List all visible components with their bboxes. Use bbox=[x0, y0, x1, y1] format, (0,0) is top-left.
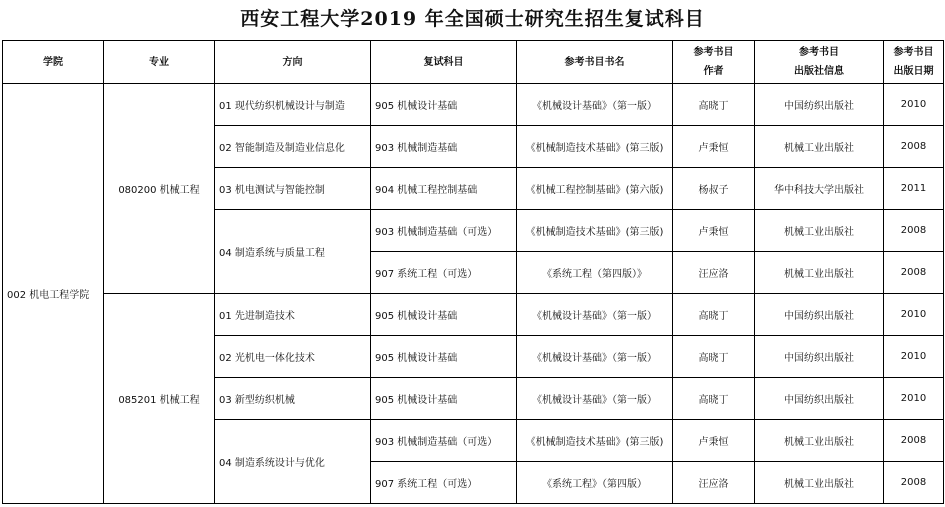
publisher-cell: 机械工业出版社 bbox=[755, 420, 884, 462]
subject-cell: 903 机械制造基础（可选） bbox=[371, 420, 517, 462]
year-cell: 2008 bbox=[884, 462, 944, 504]
direction-cell: 02 智能制造及制造业信息化 bbox=[215, 126, 371, 168]
year-cell: 2008 bbox=[884, 420, 944, 462]
header-publisher-line1: 参考书目 bbox=[799, 47, 839, 58]
header-author bbox=[673, 41, 755, 84]
header-subject: 复试科目 bbox=[371, 41, 517, 84]
book-cell: 《机械设计基础》（第一版） bbox=[517, 378, 673, 420]
subject-cell: 907 系统工程（可选） bbox=[371, 462, 517, 504]
book-cell: 《机械工程控制基础》(第六版) bbox=[517, 168, 673, 210]
author-cell: 汪应洛 bbox=[673, 462, 755, 504]
publisher-cell: 机械工业出版社 bbox=[755, 462, 884, 504]
book-cell: 《机械设计基础》（第一版） bbox=[517, 84, 673, 126]
year-cell: 2008 bbox=[884, 210, 944, 252]
author-cell: 汪应洛 bbox=[673, 252, 755, 294]
direction-cell: 04 制造系统与质量工程 bbox=[215, 210, 371, 294]
header-direction: 方向 bbox=[215, 41, 371, 84]
publisher-cell: 中国纺织出版社 bbox=[755, 336, 884, 378]
book-cell: 《机械制造技术基础》(第三版) bbox=[517, 126, 673, 168]
major-cell: 080200 机械工程 bbox=[104, 84, 215, 294]
subject-cell: 907 系统工程（可选） bbox=[371, 252, 517, 294]
header-publisher-line2: 出版社信息 bbox=[794, 66, 844, 77]
header-date-line2: 出版日期 bbox=[893, 66, 934, 77]
author-cell: 卢秉恒 bbox=[673, 420, 755, 462]
book-cell: 《系统工程（第四版）》 bbox=[517, 252, 673, 294]
author-cell: 高晓丁 bbox=[673, 294, 755, 336]
year-cell: 2010 bbox=[884, 378, 944, 420]
author-cell: 高晓丁 bbox=[673, 378, 755, 420]
header-college: 学院 bbox=[3, 41, 104, 84]
direction-cell: 01 先进制造技术 bbox=[215, 294, 371, 336]
subject-cell: 905 机械设计基础 bbox=[371, 294, 517, 336]
book-cell: 《系统工程》（第四版） bbox=[517, 462, 673, 504]
exam-subjects-table bbox=[2, 40, 944, 504]
book-cell: 《机械设计基础》（第一版） bbox=[517, 336, 673, 378]
direction-cell: 02 光机电一体化技术 bbox=[215, 336, 371, 378]
subject-cell: 903 机械制造基础（可选） bbox=[371, 210, 517, 252]
publisher-cell: 机械工业出版社 bbox=[755, 126, 884, 168]
direction-cell: 03 机电测试与智能控制 bbox=[215, 168, 371, 210]
book-cell: 《机械制造技术基础》(第三版) bbox=[517, 420, 673, 462]
table-row bbox=[3, 84, 944, 126]
major-cell: 085201 机械工程 bbox=[104, 294, 215, 504]
year-cell: 2011 bbox=[884, 168, 944, 210]
subject-cell: 905 机械设计基础 bbox=[371, 336, 517, 378]
header-author-line2: 作者 bbox=[703, 66, 724, 77]
header-date bbox=[884, 41, 944, 84]
author-cell: 高晓丁 bbox=[673, 84, 755, 126]
year-cell: 2008 bbox=[884, 252, 944, 294]
publisher-cell: 华中科技大学出版社 bbox=[755, 168, 884, 210]
publisher-cell: 中国纺织出版社 bbox=[755, 378, 884, 420]
header-book: 参考书目书名 bbox=[517, 41, 673, 84]
header-major: 专业 bbox=[104, 41, 215, 84]
publisher-cell: 机械工业出版社 bbox=[755, 252, 884, 294]
year-cell: 2010 bbox=[884, 294, 944, 336]
header-author-line1: 参考书目 bbox=[693, 47, 734, 58]
author-cell: 杨叔子 bbox=[673, 168, 755, 210]
author-cell: 卢秉恒 bbox=[673, 126, 755, 168]
page-title: 西安工程大学2019 年全国硕士研究生招生复试科目 bbox=[240, 8, 705, 30]
subject-cell: 905 机械设计基础 bbox=[371, 378, 517, 420]
header-publisher bbox=[755, 41, 884, 84]
book-cell: 《机械制造技术基础》(第三版) bbox=[517, 210, 673, 252]
book-cell: 《机械设计基础》（第一版） bbox=[517, 294, 673, 336]
author-cell: 高晓丁 bbox=[673, 336, 755, 378]
year-cell: 2010 bbox=[884, 336, 944, 378]
subject-cell: 904 机械工程控制基础 bbox=[371, 168, 517, 210]
direction-cell: 03 新型纺织机械 bbox=[215, 378, 371, 420]
publisher-cell: 中国纺织出版社 bbox=[755, 84, 884, 126]
year-cell: 2010 bbox=[884, 84, 944, 126]
table-row bbox=[3, 294, 944, 336]
header-row bbox=[3, 41, 944, 84]
college-cell: 002 机电工程学院 bbox=[3, 84, 104, 504]
publisher-cell: 中国纺织出版社 bbox=[755, 294, 884, 336]
subject-cell: 903 机械制造基础 bbox=[371, 126, 517, 168]
author-cell: 卢秉恒 bbox=[673, 210, 755, 252]
direction-cell: 04 制造系统设计与优化 bbox=[215, 420, 371, 504]
subject-cell: 905 机械设计基础 bbox=[371, 84, 517, 126]
direction-cell: 01 现代纺织机械设计与制造 bbox=[215, 84, 371, 126]
publisher-cell: 机械工业出版社 bbox=[755, 210, 884, 252]
header-date-line1: 参考书目 bbox=[893, 47, 934, 58]
year-cell: 2008 bbox=[884, 126, 944, 168]
